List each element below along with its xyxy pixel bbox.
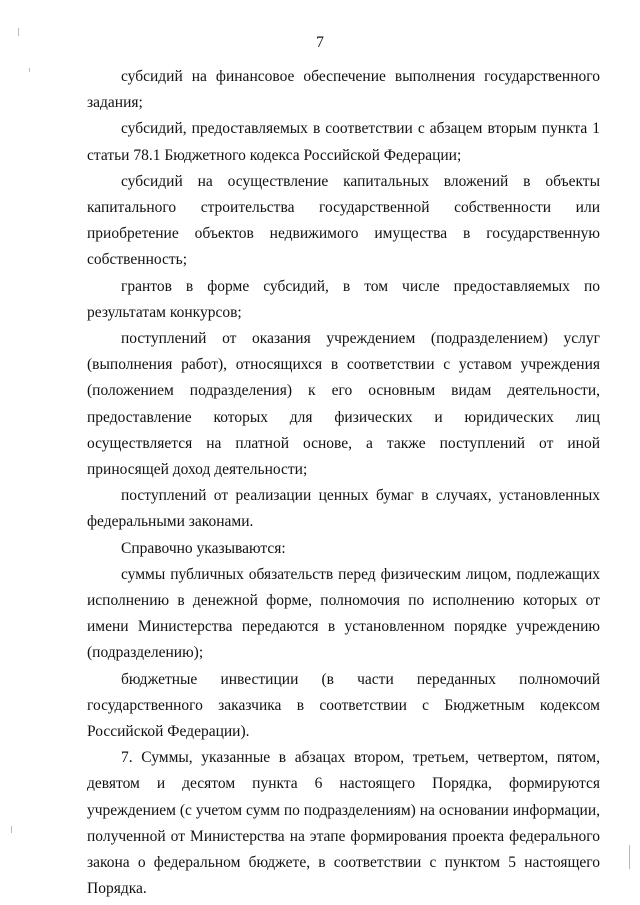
paragraph-section-7: 7. Суммы, указанные в абзацах втором, третьем, четвертом, пятом, девятом и десятом пункта 6 настоящего Порядка, формируются учреждением (с учетом сумм по подразделениям) на основании информации, полученной от Министерства на этапе формирования проекта федерального закона о федеральном бюджете, в соответствии с пунктом 5 настоящего Порядка. xyxy=(87,749,600,898)
scan-artifact-right-lower xyxy=(629,845,630,869)
paragraph-subsidies-article-78-1: субсидий, предоставляемых в соответствии с абзацем вторым пункта 1 статьи 78.1 Бюджетного кодекса Российской Федерации; xyxy=(87,120,600,164)
page-number: 7 xyxy=(316,34,324,51)
document-body xyxy=(87,64,600,903)
paragraph-grants: грантов в форме субсидий, в том числе предоставляемых по результатам конкурсов; xyxy=(87,277,600,321)
scan-artifact-left-lower xyxy=(11,826,12,833)
scan-artifact-left-upper xyxy=(29,68,30,72)
paragraph-subsidies-capital-investments: субсидий на осуществление капитальных вложений в объекты капитального строительства государственной собственности или приобретение объектов недвижимого имущества в государственную собственность; xyxy=(87,172,600,269)
paragraph-paid-services-income: поступлений от оказания учреждением (подразделением) услуг (выполнения работ), относящихся в соответствии с уставом учреждения (положением подразделения) к его основным видам деятельности, предоставление которых для физических и юридических лиц осуществляется на платной основе, а также поступлений от иной приносящей доход деятельности; xyxy=(87,330,600,479)
paragraph-securities-income: поступлений от реализации ценных бумаг в случаях, установленных федеральными законами. xyxy=(87,487,600,531)
paragraph-public-obligations: суммы публичных обязательств перед физическим лицом, подлежащих исполнению в денежной форме, полномочия по исполнению которых от имени Министерства передаются в установленном порядке учреждению (подразделению); xyxy=(87,565,600,662)
paragraph-reference-heading: Справочно указываются: xyxy=(121,539,286,557)
paragraph-subsidies-state-task: субсидий на финансовое обеспечение выполнения государственного задания; xyxy=(87,68,600,112)
paragraph-budget-investments: бюджетные инвестиции (в части переданных полномочий государственного заказчика в соответствии с Бюджетным кодексом Российской Федерации). xyxy=(87,670,600,741)
